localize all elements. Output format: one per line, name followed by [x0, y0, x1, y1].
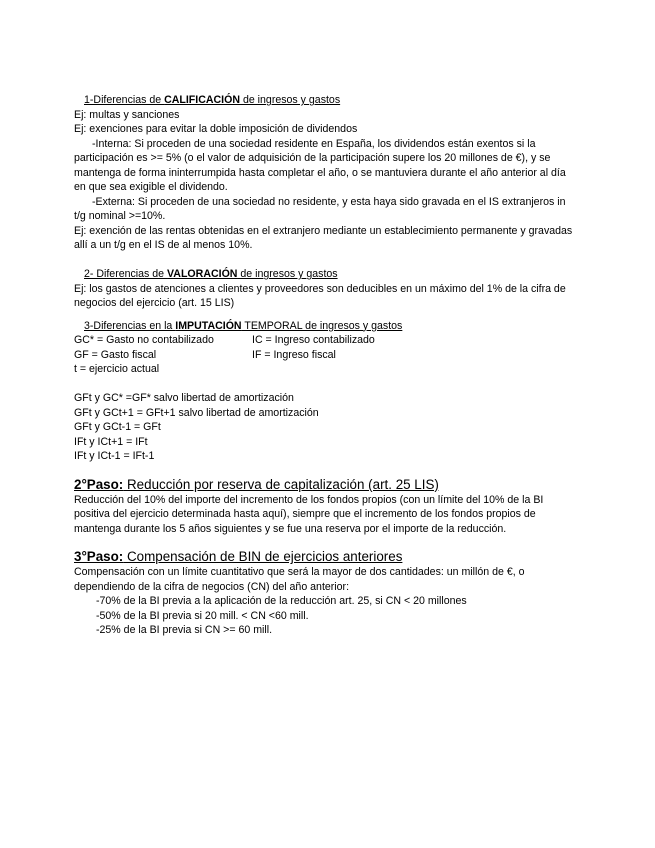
paso-title: Reducción por reserva de capitalización (art. 25 LIS) [123, 476, 439, 492]
example-line: Ej: multas y sanciones [74, 108, 180, 121]
externa-paragraph: -Externa: Si proceden de una sociedad no residente, y esta haya sido gravada en el IS extranjeros in t/g nominal >=10%. [74, 195, 566, 222]
example-line: Ej: exenciones para evitar la doble imposición de dividendos [74, 123, 358, 135]
title-keyword: IMPUTACIÓN [175, 319, 242, 332]
list-item: -50% de la BI previa si 20 mill. < CN <60 mill. [96, 609, 309, 622]
example-paragraph: Ej: los gastos de atenciones a clientes y proveedores son deducibles en un máximo del 1% de la cifra de negocios del ejercicio (art. 15 LIS) [74, 282, 566, 309]
title-prefix: 2- Diferencias de [84, 268, 168, 280]
section-title-imputacion [74, 319, 574, 334]
paso-label: 3°Paso: [74, 549, 124, 564]
paso-3-heading [74, 548, 574, 565]
title-keyword: CALIFICACIÓN [164, 94, 241, 106]
definition-gasto: GF = Gasto fiscal [74, 348, 157, 361]
list-item: -70% de la BI previa a la aplicación de la reducción art. 25, si CN < 20 millones [96, 595, 467, 607]
definition-t: t = ejercicio actual [74, 363, 160, 375]
definition-row [74, 348, 574, 363]
rule-line: GFt y GCt+1 = GFt+1 salvo libertad de amortización [74, 406, 319, 419]
paso-3-list [74, 594, 574, 638]
definition-gasto: GC* = Gasto no contabilizado [74, 334, 214, 346]
example-paragraph: Ej: exención de las rentas obtenidas en el extranjero mediante un establecimiento permanente y gravadas allí a un t/g en el IS de al menos 10%. [74, 224, 573, 251]
paso-2-body: Reducción del 10% del importe del incremento de los fondos propios (con un límite del 10% de la BI positiva del ejercicio determinada hasta aquí), siempre que el incremento de los fondos propios de mantenga durante los 5 años siguientes y se fue una reserva por el importe de la reducción. [74, 493, 544, 535]
definition-row [74, 333, 574, 348]
title-prefix: 3-Diferencias en la [84, 319, 176, 332]
paso-2-heading [74, 476, 574, 493]
rule-line: IFt y ICt+1 = IFt [74, 435, 148, 448]
title-suffix: de ingresos y gastos [240, 94, 341, 106]
paso-title: Compensación de BIN de ejercicios anteriores [123, 549, 403, 564]
paso-label: 2°Paso: [74, 476, 124, 492]
title-suffix: TEMPORAL de ingresos y gastos [241, 319, 403, 332]
paso-3-body: Compensación con un límite cuantitativo que será la mayor de dos cantidades: un millón de €, o dependiendo de la cifra de negocios (CN) del año anterior: [74, 566, 525, 593]
section-title-valoracion [74, 267, 574, 282]
title-keyword: VALORACIÓN [167, 268, 238, 280]
document-content [74, 93, 574, 638]
interna-paragraph: -Interna: Si proceden de una sociedad residente en España, los dividendos están exentos si la participación es >= 5% (o el valor de adquisición de la participación supere los 20 millones de €), y se mantenga de forma ininterrumpida hasta completar el año, o se mantuviera durante el año anterior al día en que sea exigible el dividendo. [74, 137, 566, 193]
definition-ingreso: IF = Ingreso fiscal [252, 348, 336, 361]
rule-line: IFt y ICt-1 = IFt-1 [74, 450, 155, 462]
title-prefix: 1-Diferencias de [84, 94, 165, 106]
list-item: -25% de la BI previa si CN >= 60 mill. [96, 624, 273, 636]
section-title-calificacion [74, 93, 574, 108]
rule-line: GFt y GC* =GF* salvo libertad de amortización [74, 392, 294, 404]
rule-line: GFt y GCt-1 = GFt [74, 421, 161, 433]
definition-ingreso: IC = Ingreso contabilizado [252, 334, 375, 346]
title-suffix: de ingresos y gastos [237, 268, 338, 280]
